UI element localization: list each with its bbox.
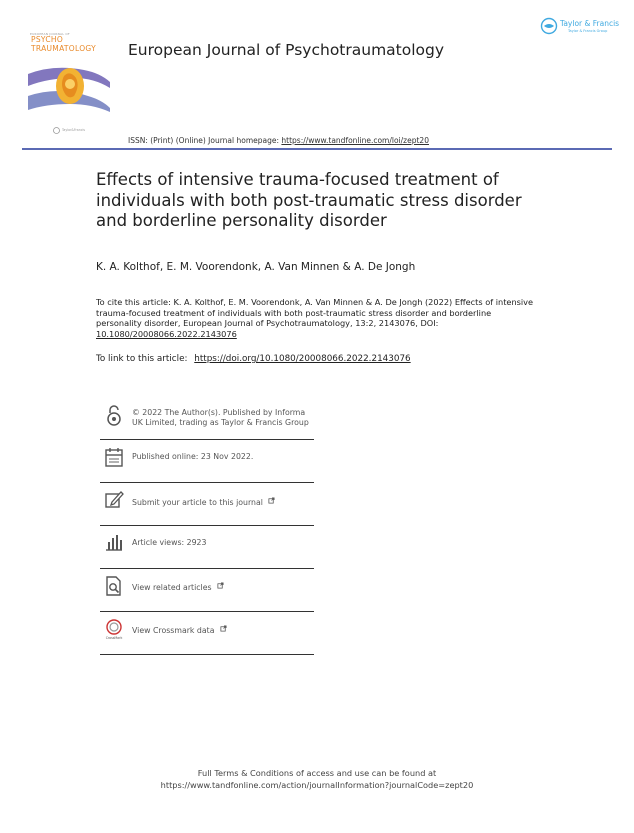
citation-doi-link[interactable]: 10.1080/20008066.2022.2143076 xyxy=(96,329,237,340)
crossmark-icon-label: CrossMark xyxy=(105,636,123,640)
cover-title-line2: TRAUMATOLOGY xyxy=(31,44,97,53)
crossmark-link[interactable] xyxy=(132,625,317,636)
license-text: © 2022 The Author(s). Published by Informa UK Limited, trading as Taylor & Francis Group xyxy=(132,408,309,427)
open-access-icon xyxy=(104,404,124,426)
citation-text: K. A. Kolthof, E. M. Voorendonk, A. Van Minnen & A. De Jongh (2022) Effects of intensive trauma-focused treatment of individuals with both post-traumatic stress disorder and borderline personality disorder, European Journal of Psychotraumatology, 13:2, 2143076, DOI: xyxy=(96,297,534,329)
related-articles-link[interactable] xyxy=(132,582,317,593)
external-link-icon xyxy=(217,582,224,589)
external-link-icon xyxy=(220,625,227,632)
article-views-text: Article views: 2923 xyxy=(132,538,207,547)
crossmark-icon xyxy=(104,618,124,640)
footer-line1: Full Terms & Conditions of access and use can be found at xyxy=(197,768,437,778)
footer xyxy=(0,768,634,791)
published-text: Published online: 23 Nov 2022. xyxy=(132,452,254,461)
article-authors: K. A. Kolthof, E. M. Voorendonk, A. Van Minnen & A. De Jongh xyxy=(96,261,416,273)
calendar-icon xyxy=(104,446,124,468)
cover-logo-text: Taylor&Francis xyxy=(62,128,86,132)
info-row-crossmark[interactable] xyxy=(100,611,314,655)
publisher-sub: Taylor & Francis Group xyxy=(568,29,608,33)
related-articles-icon xyxy=(104,575,124,597)
cover-title-line1: PSYCHO xyxy=(31,35,64,44)
submit-label: Submit your article to this journal xyxy=(132,498,263,507)
cover-small-text: EUROPEAN JOURNAL OF xyxy=(30,32,70,36)
link-to-article-line xyxy=(96,354,411,364)
submit-article-link[interactable] xyxy=(132,497,317,508)
journal-homepage-link[interactable]: https://www.tandfonline.com/loi/zept20 xyxy=(281,136,429,145)
info-row-views xyxy=(100,525,314,569)
journal-title: European Journal of Psychotraumatology xyxy=(128,41,445,59)
related-label: View related articles xyxy=(132,583,212,592)
link-label: To link to this article: xyxy=(96,354,188,364)
header-divider xyxy=(22,148,612,150)
external-link-icon xyxy=(268,497,275,504)
submit-icon xyxy=(104,488,124,510)
crossmark-label: View Crossmark data xyxy=(132,626,215,635)
footer-terms-link[interactable]: https://www.tandfonline.com/action/journalInformation?journalCode=zept20 xyxy=(160,779,474,790)
taylor-francis-logo-icon[interactable] xyxy=(540,17,558,35)
info-row-published xyxy=(100,439,314,483)
cover-publisher-logo-icon xyxy=(52,127,61,134)
info-row-related[interactable] xyxy=(100,568,314,612)
article-doi-link[interactable]: https://doi.org/10.1080/20008066.2022.2143076 xyxy=(194,354,411,364)
issn-text: ISSN: (Print) (Online) Journal homepage: xyxy=(128,136,280,145)
info-row-submit[interactable] xyxy=(100,482,314,526)
bar-chart-icon xyxy=(104,531,124,553)
citation-label: To cite this article: xyxy=(96,297,171,307)
info-row-license xyxy=(100,404,314,440)
cover-title xyxy=(31,35,96,53)
article-title: Effects of intensive trauma-focused treatment of individuals with both post-traumatic stress disorder and borderline personality disorder xyxy=(96,170,522,230)
publisher-name: Taylor & Francis xyxy=(560,19,620,28)
issn-line xyxy=(128,136,429,145)
citation-block xyxy=(96,297,536,340)
